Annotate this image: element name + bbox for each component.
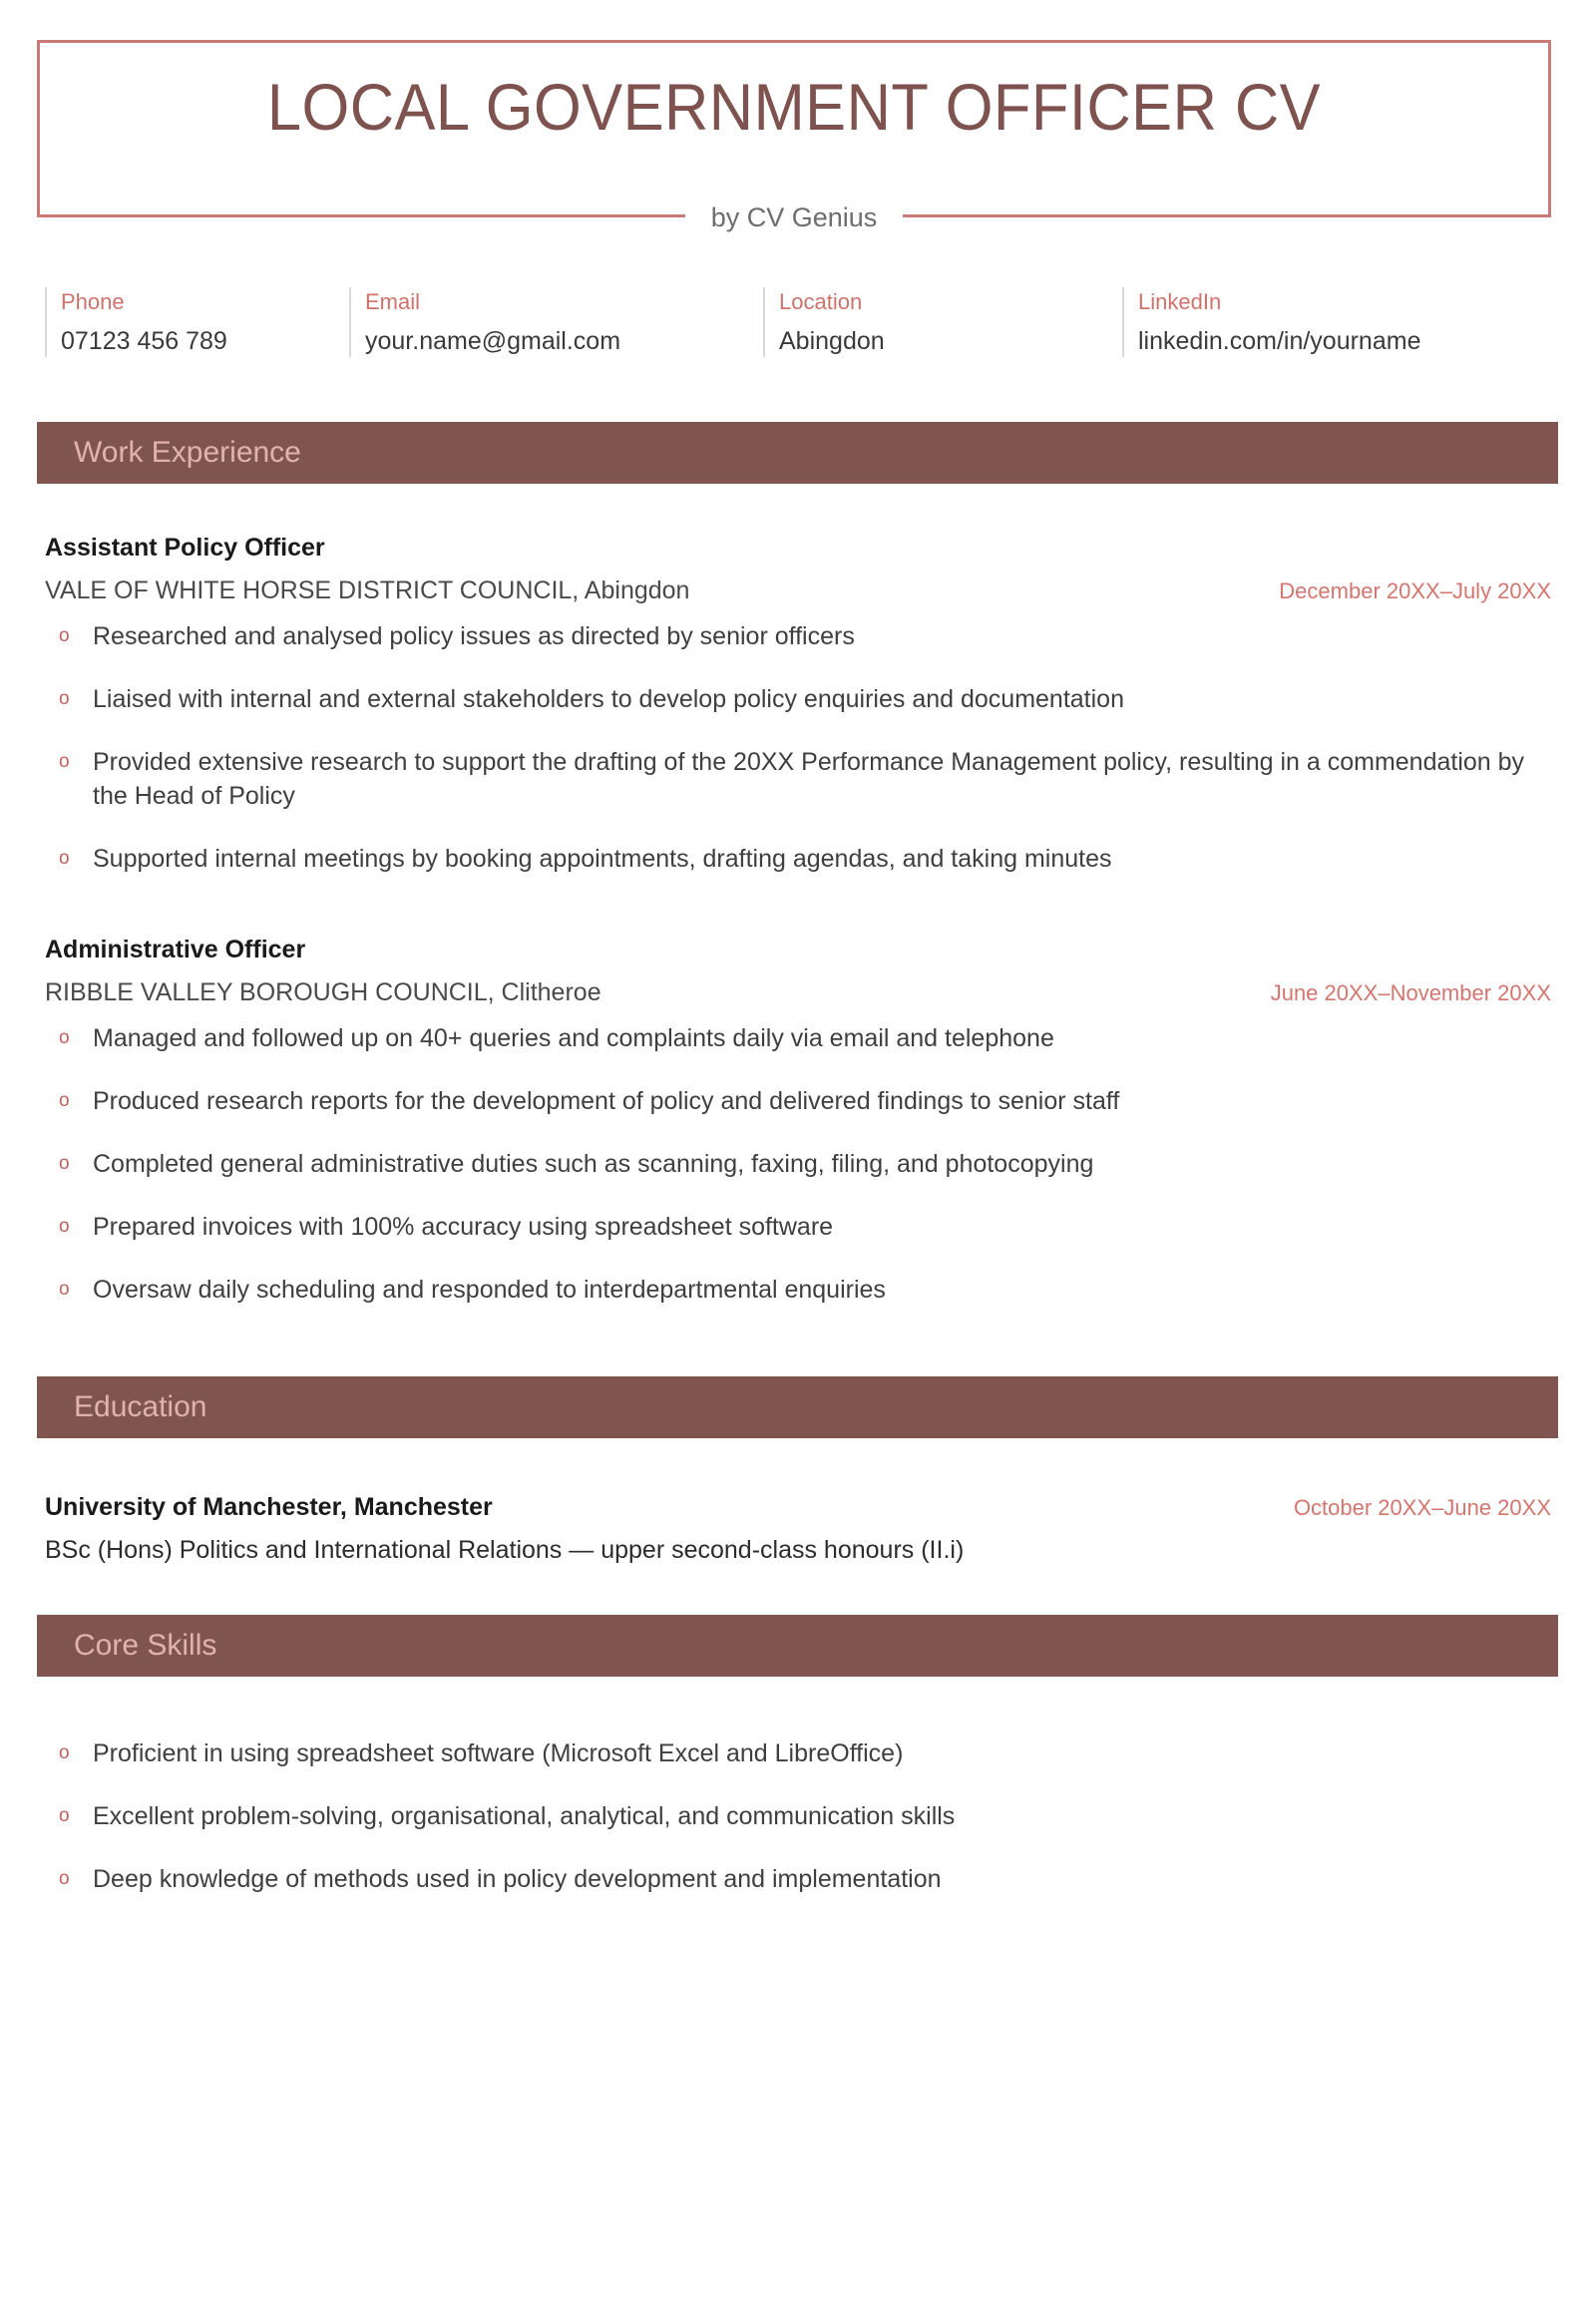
contact-phone — [45, 287, 349, 357]
job-dates: June 20XX–November 20XX — [1270, 980, 1551, 1005]
education-body — [45, 1438, 1551, 1567]
bullet-marker-icon: o — [59, 1868, 70, 1889]
job-bullet-item — [45, 842, 1551, 876]
job-bullet-text: Liaised with internal and external stakeholders to develop policy enquiries and documentation — [93, 685, 1124, 713]
job-bullet-item — [45, 1210, 1551, 1244]
job-bullet-list — [45, 1021, 1551, 1307]
section-header-education-label: Education — [74, 1390, 207, 1423]
contact-location — [763, 287, 1122, 357]
skill-bullet-text: Excellent problem-solving, organisational, analytical, and communication skills — [93, 1802, 956, 1830]
bullet-marker-icon: o — [59, 1805, 70, 1826]
job-bullet-text: Completed general administrative duties such as scanning, faxing, filing, and photocopying — [93, 1150, 1094, 1178]
contact-email-value[interactable]: your.name@gmail.com — [365, 327, 621, 355]
job-bullet-item — [45, 1021, 1551, 1055]
page-title: LOCAL GOVERNMENT OFFICER CV — [266, 70, 1322, 144]
contact-linkedin-label: LinkedIn — [1138, 289, 1222, 314]
education-dates: October 20XX–June 20XX — [1293, 1495, 1551, 1520]
skills-bullet-list — [45, 1736, 1551, 1896]
section-header-work-experience-label: Work Experience — [74, 436, 301, 469]
education-degree: BSc (Hons) Politics and International Relations — upper second-class honours (II.i) — [45, 1536, 965, 1564]
section-header-core-skills-label: Core Skills — [74, 1629, 217, 1662]
job-bullet-text: Researched and analysed policy issues as directed by senior officers — [93, 622, 855, 650]
bullet-marker-icon: o — [59, 1279, 70, 1300]
skill-bullet-item — [45, 1736, 1551, 1770]
job-bullet-list — [45, 619, 1551, 876]
bullet-marker-icon: o — [59, 848, 70, 869]
bullet-marker-icon: o — [59, 625, 70, 646]
education-institution: University of Manchester, Manchester — [45, 1493, 493, 1521]
job-dates: December 20XX–July 20XX — [1279, 578, 1551, 603]
bullet-marker-icon: o — [59, 688, 70, 709]
education-entry — [45, 1490, 1551, 1567]
skill-bullet-item — [45, 1862, 1551, 1896]
skill-bullet-text: Proficient in using spreadsheet software (Microsoft Excel and LibreOffice) — [93, 1739, 904, 1767]
contact-linkedin-value[interactable]: linkedin.com/in/yourname — [1138, 327, 1421, 355]
contact-phone-label: Phone — [61, 289, 125, 314]
core-skills-body — [45, 1677, 1551, 1896]
job-bullet-text: Provided extensive research to support the drafting of the 20XX Performance Management policy, resulting in a commendation by the Head of Policy — [93, 748, 1525, 810]
job-entry — [45, 531, 1551, 876]
job-bullet-item — [45, 745, 1551, 813]
job-organisation: RIBBLE VALLEY BOROUGH COUNCIL, Clitheroe — [45, 978, 601, 1006]
bullet-marker-icon: o — [59, 1090, 70, 1111]
job-bullet-text: Prepared invoices with 100% accuracy using spreadsheet software — [93, 1213, 834, 1241]
contact-location-value: Abingdon — [779, 327, 885, 355]
job-title: Administrative Officer — [45, 936, 306, 963]
cv-document — [0, 40, 1596, 2297]
contact-linkedin — [1122, 287, 1541, 357]
job-entry — [45, 933, 1551, 1307]
job-title: Assistant Policy Officer — [45, 534, 325, 562]
job-organisation: VALE OF WHITE HORSE DISTRICT COUNCIL, Abingdon — [45, 576, 690, 604]
job-bullet-item — [45, 1084, 1551, 1118]
section-header-work-experience — [37, 422, 1558, 484]
contact-location-label: Location — [779, 289, 863, 314]
subtitle: by CV Genius — [685, 197, 904, 237]
bullet-marker-icon: o — [59, 1153, 70, 1174]
skill-bullet-item — [45, 1799, 1551, 1833]
section-header-education — [37, 1376, 1558, 1438]
job-meta-row — [45, 975, 1551, 1009]
bullet-marker-icon: o — [59, 751, 70, 772]
contact-row — [45, 287, 1551, 357]
cv-header — [37, 40, 1551, 232]
contact-email-label: Email — [365, 289, 421, 314]
contact-phone-value: 07123 456 789 — [61, 327, 227, 355]
job-bullet-item — [45, 682, 1551, 716]
section-header-core-skills — [37, 1615, 1558, 1677]
job-bullet-text: Supported internal meetings by booking appointments, drafting agendas, and taking minutes — [93, 845, 1112, 873]
bullet-marker-icon: o — [59, 1742, 70, 1763]
bullet-marker-icon: o — [59, 1027, 70, 1048]
job-bullet-text: Managed and followed up on 40+ queries and complaints daily via email and telephone — [93, 1024, 1054, 1052]
skill-bullet-text: Deep knowledge of methods used in policy development and implementation — [93, 1865, 942, 1893]
work-experience-body — [45, 484, 1551, 1307]
job-meta-row — [45, 574, 1551, 607]
contact-email — [349, 287, 763, 357]
job-bullet-item — [45, 1147, 1551, 1181]
bullet-marker-icon: o — [59, 1216, 70, 1237]
job-bullet-item — [45, 619, 1551, 653]
job-bullet-item — [45, 1273, 1551, 1307]
job-bullet-text: Oversaw daily scheduling and responded to interdepartmental enquiries — [93, 1276, 886, 1304]
job-bullet-text: Produced research reports for the development of policy and delivered findings to senior staff — [93, 1087, 1120, 1115]
education-meta-row — [45, 1490, 1551, 1524]
